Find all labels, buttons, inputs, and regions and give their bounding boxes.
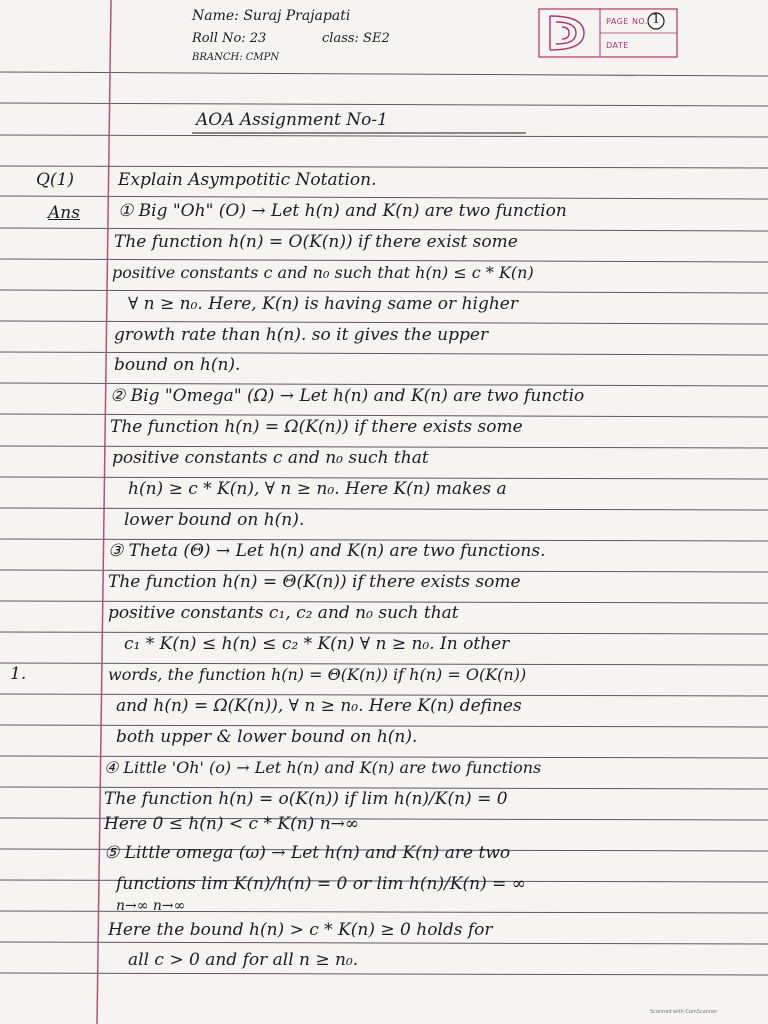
answer-label: Ans <box>48 203 80 223</box>
text-line: ② Big "Omega" (Ω) → Let h(n) and K(n) are two functio <box>110 386 585 406</box>
text-line: ∀ n ≥ n₀. Here, K(n) is having same or higher <box>128 294 518 314</box>
text-line: growth rate than h(n). so it gives the upper <box>114 325 489 345</box>
class-label: class: SE2 <box>322 31 390 46</box>
text-line: words, the function h(n) = Θ(K(n)) if h(n) = O(K(n)) <box>108 665 527 684</box>
text-line: c₁ * K(n) ≤ h(n) ≤ c₂ * K(n) ∀ n ≥ n₀. In other <box>124 634 510 654</box>
text-line: both upper & lower bound on h(n). <box>116 727 418 747</box>
stamp-page-number: 1 <box>652 12 661 27</box>
text-line: ⑤ Little omega (ω) → Let h(n) and K(n) are two <box>104 843 511 863</box>
text-line: h(n) ≥ c * K(n), ∀ n ≥ n₀. Here K(n) makes a <box>128 479 507 499</box>
assignment-title: AOA Assignment No-1 <box>196 110 388 130</box>
text-line: all c > 0 and for all n ≥ n₀. <box>128 950 359 970</box>
text-line: positive constants c and n₀ such that <box>112 448 429 468</box>
text-line: The function h(n) = o(K(n)) if lim h(n)/K(n) = 0 <box>104 789 508 809</box>
text-line: ① Big "Oh" (O) → Let h(n) and K(n) are two function <box>118 201 567 221</box>
text-line: n→∞ n→∞ <box>116 898 186 914</box>
text-line: lower bound on h(n). <box>124 510 305 530</box>
text-line: bound on h(n). <box>114 355 241 375</box>
text-line: ③ Theta (Θ) → Let h(n) and K(n) are two functions. <box>108 541 546 561</box>
roll-number: Roll No: 23 <box>192 31 267 46</box>
text-line: and h(n) = Ω(K(n)), ∀ n ≥ n₀. Here K(n) defines <box>116 696 522 716</box>
page-stamp <box>538 8 678 58</box>
text-line: The function h(n) = Θ(K(n)) if there exists some <box>108 572 521 592</box>
stamp-page-label: PAGE NO. <box>606 17 648 26</box>
text-line: Here the bound h(n) > c * K(n) ≥ 0 holds for <box>108 920 493 940</box>
branch-label: BRANCH: CMPN <box>192 52 280 63</box>
student-name: Name: Suraj Prajapati <box>192 8 351 24</box>
title-underline <box>190 130 530 136</box>
text-line: positive constants c₁, c₂ and n₀ such that <box>108 603 459 623</box>
text-line: The function h(n) = Ω(K(n)) if there exists some <box>110 417 523 437</box>
text-line: functions lim K(n)/h(n) = 0 or lim h(n)/K(n) = ∞ <box>116 874 526 894</box>
text-line: Explain Asympotitic Notation. <box>118 170 377 190</box>
scanner-watermark: Scanned with CamScanner <box>650 1009 718 1015</box>
text-line: ④ Little 'Oh' (o) → Let h(n) and K(n) are two functions <box>104 758 542 777</box>
text-line: Here 0 ≤ h(n) < c * K(n) n→∞ <box>104 814 360 834</box>
margin-mark: 1. <box>10 664 27 684</box>
question-label: Q(1) <box>36 170 75 190</box>
text-line: positive constants c and n₀ such that h(n) ≤ c * K(n) <box>112 263 534 282</box>
stamp-date-label: DATE <box>606 41 629 50</box>
text-line: The function h(n) = O(K(n)) if there exist some <box>114 232 518 252</box>
